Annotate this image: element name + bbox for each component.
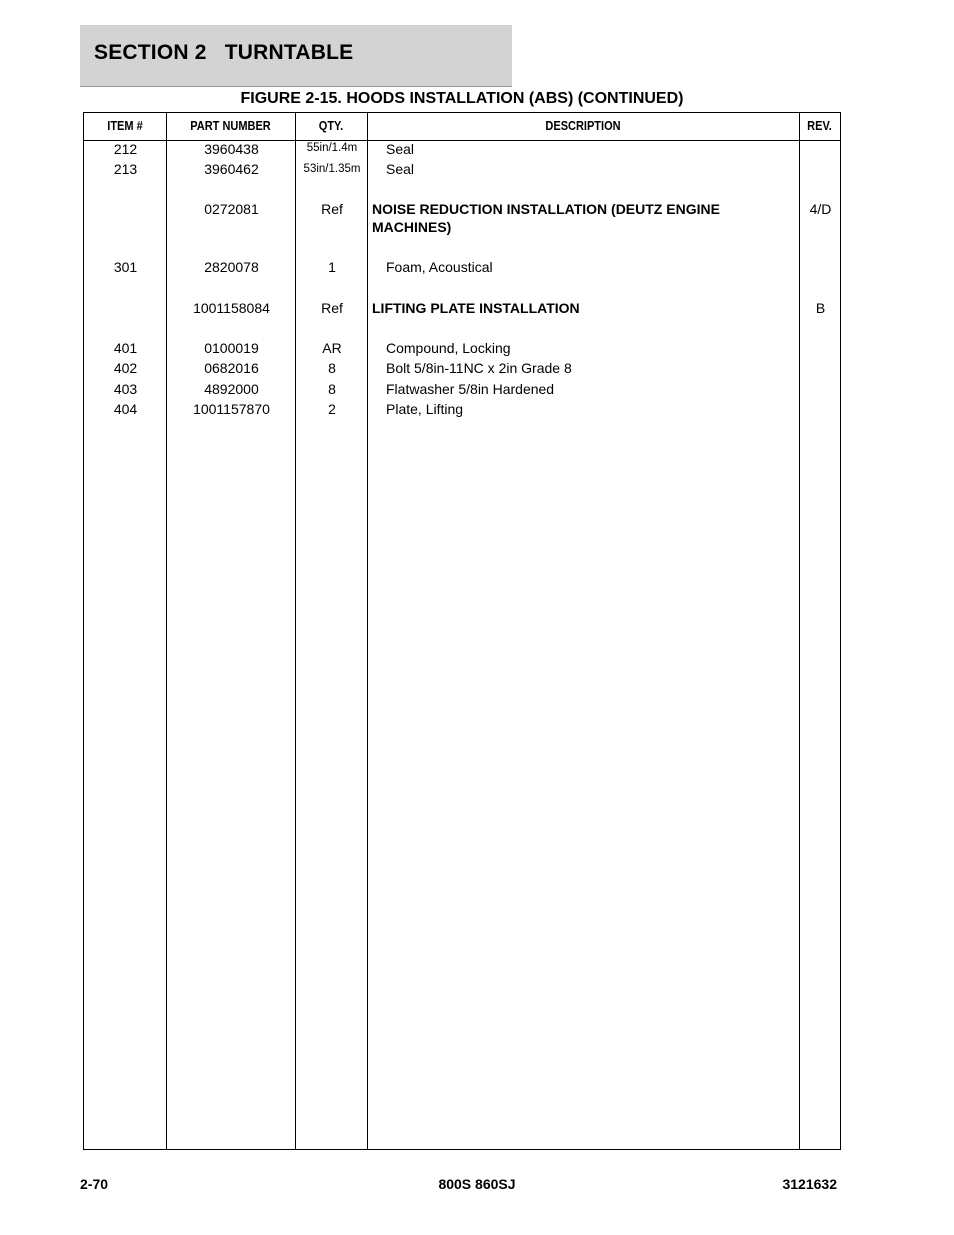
part-number: 3960462 bbox=[204, 161, 259, 177]
description: Flatwasher 5/8in Hardened bbox=[386, 381, 555, 397]
page-number: 2-70 bbox=[80, 1176, 109, 1192]
quantity: 53in/1.35m bbox=[303, 163, 361, 175]
part-number: 3960438 bbox=[204, 141, 259, 157]
revision: B bbox=[815, 300, 826, 316]
header-rev: REV. bbox=[807, 119, 832, 133]
assembly-description: LIFTING PLATE INSTALLATION bbox=[372, 300, 580, 316]
quantity: AR bbox=[322, 340, 342, 356]
item-number: 402 bbox=[113, 360, 138, 376]
revision: 4/D bbox=[809, 201, 832, 217]
quantity: 8 bbox=[328, 381, 336, 397]
part-number: 1001157870 bbox=[193, 401, 270, 417]
item-number: 403 bbox=[113, 381, 138, 397]
item-number: 404 bbox=[113, 401, 138, 417]
quantity: Ref bbox=[321, 300, 343, 316]
model-name: 800S 860SJ bbox=[438, 1176, 516, 1192]
quantity: 1 bbox=[328, 259, 336, 275]
quantity: 8 bbox=[328, 360, 336, 376]
description: Foam, Acoustical bbox=[386, 259, 493, 275]
description: Seal bbox=[386, 141, 415, 157]
figure-title: FIGURE 2-15. HOODS INSTALLATION (ABS) (CONTINUED) bbox=[240, 90, 684, 107]
quantity: 2 bbox=[328, 401, 336, 417]
item-number: 301 bbox=[113, 259, 138, 275]
quantity: 55in/1.4m bbox=[306, 142, 358, 154]
part-number: 0100019 bbox=[204, 340, 259, 356]
header-part-number: PART NUMBER bbox=[190, 119, 271, 133]
part-number: 4892000 bbox=[204, 381, 259, 397]
description: Compound, Locking bbox=[386, 340, 511, 356]
part-number: 0272081 bbox=[204, 201, 259, 217]
column-divider bbox=[799, 113, 800, 1149]
quantity: Ref bbox=[321, 201, 343, 217]
assembly-description: NOISE REDUCTION INSTALLATION (DEUTZ ENGINE MACHINES) bbox=[372, 201, 720, 235]
document-number: 3121632 bbox=[782, 1176, 837, 1192]
item-number: 213 bbox=[113, 161, 138, 177]
description: Seal bbox=[386, 161, 415, 177]
header-item: ITEM # bbox=[107, 119, 143, 133]
part-number: 2820078 bbox=[204, 259, 259, 275]
header-qty: QTY. bbox=[318, 119, 344, 133]
part-number: 0682016 bbox=[204, 360, 259, 376]
description: Bolt 5/8in-11NC x 2in Grade 8 bbox=[386, 360, 572, 376]
description: Plate, Lifting bbox=[386, 401, 464, 417]
header-description: DESCRIPTION bbox=[545, 119, 621, 133]
parts-table bbox=[83, 112, 841, 1150]
section-title: SECTION 2 TURNTABLE bbox=[94, 41, 354, 64]
item-number: 212 bbox=[113, 141, 138, 157]
section-header bbox=[80, 25, 512, 87]
part-number: 1001158084 bbox=[193, 300, 270, 316]
item-number: 401 bbox=[113, 340, 138, 356]
